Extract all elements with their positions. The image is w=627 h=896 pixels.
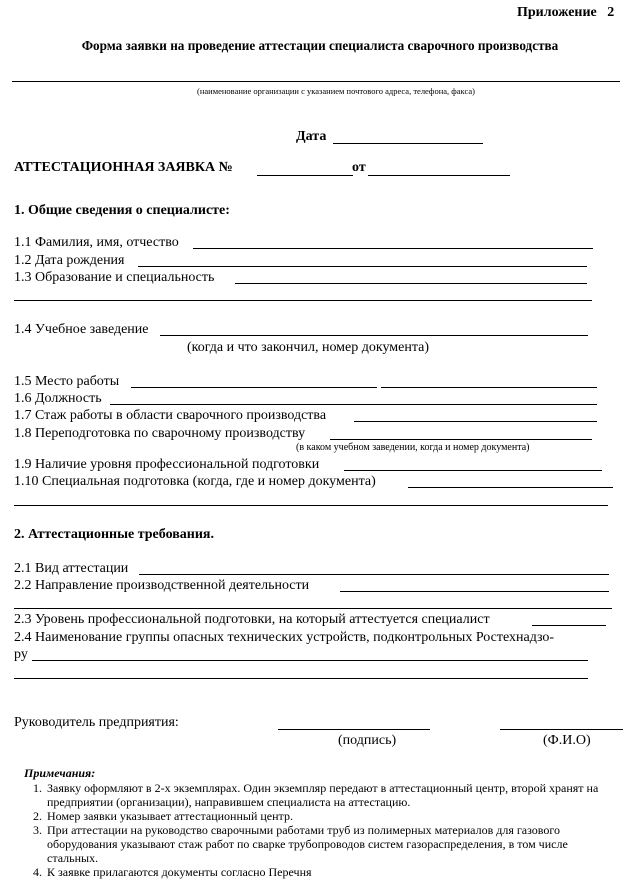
full-name-caption: (Ф.И.О) <box>543 733 591 748</box>
appendix-number: 2 <box>607 5 615 20</box>
note-item: 3. При аттестации на руководство сварочными работами труб из полимерных материалов для газового оборудования указывают стаж работ по сварке трубопроводов систем газораспределения, в том числе стальных. <box>45 823 602 865</box>
organization-line[interactable] <box>12 81 620 82</box>
field-device-group-label: 2.4 Наименование группы опасных технических устройств, подконтрольных Ростехнадзо- <box>14 630 555 645</box>
field-qualification-level-label: 1.9 Наличие уровня профессиональной подготовки <box>14 457 320 472</box>
date-label: Дата <box>296 129 327 144</box>
section2-heading: 2. Аттестационные требования. <box>14 527 215 542</box>
field-education[interactable] <box>235 283 587 284</box>
field-qualification-level[interactable] <box>344 470 602 471</box>
application-number-field[interactable] <box>257 175 353 176</box>
field-education-extra[interactable] <box>14 300 592 301</box>
field-attestation-type-label: 2.1 Вид аттестации <box>14 561 129 576</box>
field-activity-direction-extra[interactable] <box>14 608 612 609</box>
section1-heading: 1. Общие сведения о специалисте: <box>14 203 230 218</box>
field-workplace-extra[interactable] <box>381 387 597 388</box>
field-school[interactable] <box>160 335 588 336</box>
field-device-group-continuation: ру <box>14 647 28 662</box>
application-from-label: от <box>352 160 366 175</box>
field-school-caption: (когда и что закончил, номер документа) <box>187 340 430 355</box>
field-target-level-label: 2.3 Уровень профессиональной подготовки, на который аттестуется специалист <box>14 612 490 627</box>
field-special-training[interactable] <box>408 487 613 488</box>
head-of-enterprise-label: Руководитель предприятия: <box>14 715 179 730</box>
field-birth-date-label: 1.2 Дата рождения <box>14 253 125 268</box>
field-retraining-caption: (в каком учебном заведении, когда и номер документа) <box>296 442 530 453</box>
field-experience-label: 1.7 Стаж работы в области сварочного производства <box>14 408 327 423</box>
field-birth-date[interactable] <box>138 266 587 267</box>
form-title: Форма заявки на проведение аттестации специалиста сварочного производства <box>81 38 559 53</box>
notes-heading: Примечания: <box>24 766 96 780</box>
field-special-training-label: 1.10 Специальная подготовка (когда, где и номер документа) <box>14 474 376 489</box>
appendix-label <box>517 4 614 21</box>
field-full-name[interactable] <box>193 248 593 249</box>
field-special-training-extra[interactable] <box>14 505 608 506</box>
note-item: 4. К заявке прилагаются документы согласно Перечня <box>45 865 602 879</box>
field-retraining-label: 1.8 Переподготовка по сварочному производству <box>14 426 306 441</box>
field-device-group-extra[interactable] <box>14 678 588 679</box>
field-activity-direction-label: 2.2 Направление производственной деятельности <box>14 578 310 593</box>
field-position[interactable] <box>110 404 597 405</box>
note-item: 1. Заявку оформляют в 2-х экземплярах. Один экземпляр передают в аттестационный центр, второй хранят на предприятии (организации), направившем специалиста на аттестацию. <box>45 781 602 809</box>
note-item: 2. Номер заявки указывает аттестационный центр. <box>45 809 602 823</box>
field-workplace-label: 1.5 Место работы <box>14 374 120 389</box>
notes-block <box>14 781 602 879</box>
field-device-group[interactable] <box>32 660 588 661</box>
field-target-level[interactable] <box>532 625 606 626</box>
signature-caption: (подпись) <box>338 733 397 748</box>
field-workplace[interactable] <box>131 387 377 388</box>
notes-list <box>14 781 602 879</box>
signature-field[interactable] <box>278 729 430 730</box>
field-education-label: 1.3 Образование и специальность <box>14 270 215 285</box>
field-retraining[interactable] <box>330 439 592 440</box>
appendix-word: Приложение <box>517 5 597 20</box>
full-name-field[interactable] <box>500 729 623 730</box>
field-attestation-type[interactable] <box>139 574 609 575</box>
application-title: АТТЕСТАЦИОННАЯ ЗАЯВКА № <box>14 160 233 175</box>
field-position-label: 1.6 Должность <box>14 391 102 406</box>
field-experience[interactable] <box>354 421 597 422</box>
field-activity-direction[interactable] <box>340 591 609 592</box>
date-field[interactable] <box>333 143 483 144</box>
application-date-field[interactable] <box>368 175 510 176</box>
organization-caption: (наименование организации с указанием почтового адреса, телефона, факса) <box>197 86 475 96</box>
field-school-label: 1.4 Учебное заведение <box>14 322 149 337</box>
field-full-name-label: 1.1 Фамилия, имя, отчество <box>14 235 179 250</box>
